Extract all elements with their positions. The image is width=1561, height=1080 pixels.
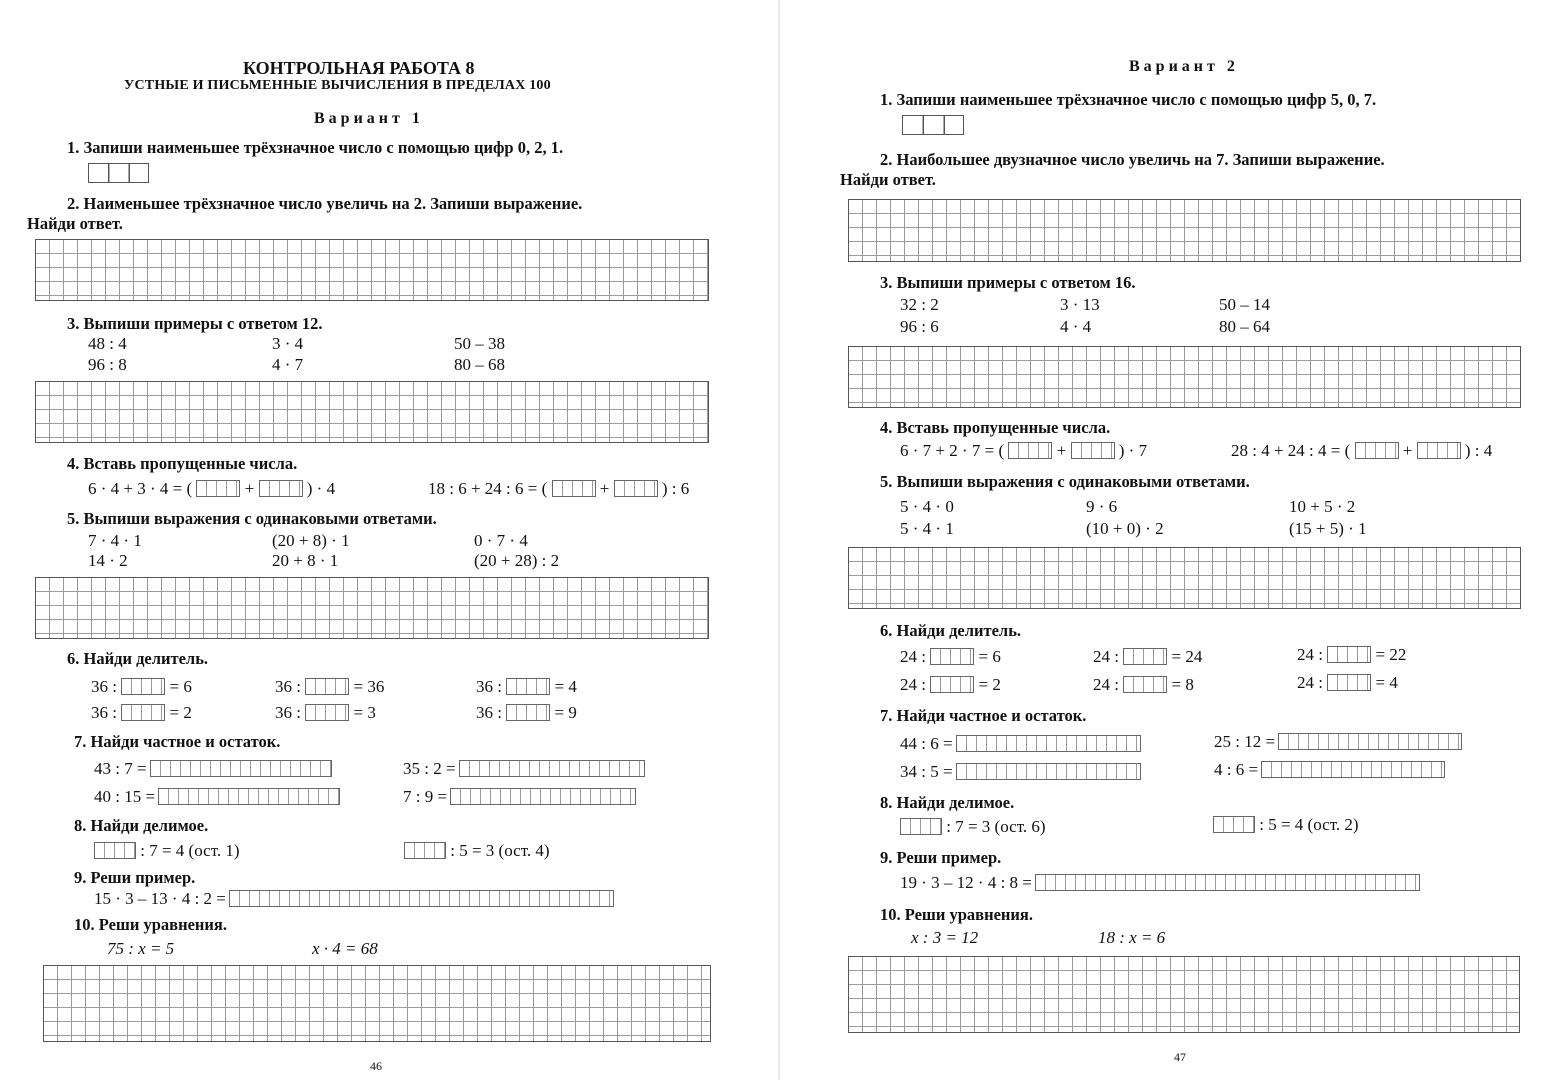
- answer-grid[interactable]: [848, 346, 1521, 408]
- blank-box[interactable]: [1213, 816, 1255, 833]
- equation-row: [900, 441, 1147, 461]
- answer-strip[interactable]: [150, 760, 332, 777]
- answer-grid[interactable]: [848, 199, 1521, 262]
- example: 4 · 4: [1060, 317, 1092, 336]
- blank-box[interactable]: [259, 480, 303, 497]
- question-2-cont: Найди ответ.: [840, 170, 936, 189]
- question-2: 2. Наименьшее трёхзначное число увеличь на 2. Запиши выражение.: [67, 194, 583, 213]
- example: 4 · 7: [272, 355, 304, 374]
- expression: 14 · 2: [88, 551, 128, 570]
- blank-box[interactable]: [930, 676, 974, 693]
- blank-box[interactable]: [506, 678, 550, 695]
- blank-box[interactable]: [1008, 442, 1052, 459]
- quotient-item: 44 : 6 =: [900, 734, 1141, 754]
- question-6: 6. Найди делитель.: [880, 621, 1022, 640]
- dividend-item: : 7 = 4 (ост. 1): [94, 841, 240, 861]
- blank-box[interactable]: [1123, 648, 1167, 665]
- blank-box[interactable]: [900, 818, 942, 835]
- quotient-item: 25 : 12 =: [1214, 732, 1462, 752]
- quotient-item: 4 : 6 =: [1214, 760, 1445, 780]
- expression: (20 + 8) · 1: [272, 531, 350, 550]
- blank-box[interactable]: [305, 704, 349, 721]
- equation-row: [1231, 441, 1492, 461]
- answer-grid[interactable]: [35, 239, 709, 301]
- plus-sign: +: [1056, 441, 1067, 460]
- blank-box[interactable]: [1123, 676, 1167, 693]
- blank-box[interactable]: [121, 678, 165, 695]
- blank-box[interactable]: [930, 648, 974, 665]
- plus-sign: +: [1402, 441, 1413, 460]
- divisor-item: 24 : = 8: [1093, 675, 1194, 694]
- equation: x : 3 = 12: [911, 928, 979, 947]
- divisor-item: 24 : = 4: [1297, 673, 1398, 692]
- expression: (15 + 5) · 1: [1289, 519, 1367, 538]
- blank-box[interactable]: [305, 678, 349, 695]
- answer-strip[interactable]: [956, 763, 1141, 780]
- answer-strip[interactable]: [450, 788, 636, 805]
- blank-box[interactable]: [1327, 646, 1371, 663]
- page-gutter: [778, 0, 780, 1080]
- blank-box[interactable]: [506, 704, 550, 721]
- example: 80 – 64: [1219, 317, 1270, 336]
- variant-heading: Вариант 1: [314, 110, 424, 127]
- equation-row: [428, 479, 689, 499]
- expression: 0 · 7 · 4: [474, 531, 528, 550]
- equation-part: 6 · 7 + 2 · 7 = (: [900, 441, 1005, 460]
- equation-part: 6 · 4 + 3 · 4 = (: [88, 479, 193, 498]
- expression: (10 + 0) · 2: [1086, 519, 1164, 538]
- dividend-item: : 5 = 3 (ост. 4): [404, 841, 550, 861]
- page-title: КОНТРОЛЬНАЯ РАБОТА 8: [243, 58, 475, 78]
- quotient-item: 35 : 2 =: [403, 759, 645, 779]
- question-1: 1. Запиши наименьшее трёхзначное число с помощью цифр 0, 2, 1.: [67, 138, 564, 157]
- blank-box[interactable]: [614, 480, 658, 497]
- expression: 20 + 8 · 1: [272, 551, 339, 570]
- question-9: 9. Реши пример.: [880, 848, 1002, 867]
- example: 32 : 2: [900, 295, 939, 314]
- question-2: 2. Наибольшее двузначное число увеличь на 7. Запиши выражение.: [880, 150, 1385, 169]
- blank-box[interactable]: [121, 704, 165, 721]
- question-4: 4. Вставь пропущенные числа.: [880, 418, 1111, 437]
- dividend-item: : 7 = 3 (ост. 6): [900, 817, 1046, 837]
- answer-digit-boxes[interactable]: [902, 115, 964, 135]
- answer-grid[interactable]: [35, 577, 709, 639]
- equation-part: ) : 4: [1464, 441, 1493, 460]
- divisor-item: 36 : = 4: [476, 677, 577, 696]
- question-10: 10. Реши уравнения.: [880, 905, 1033, 924]
- blank-box[interactable]: [404, 842, 446, 859]
- variant-heading: Вариант 2: [1129, 58, 1239, 75]
- example: 48 : 4: [88, 334, 127, 353]
- equation-part: 28 : 4 + 24 : 4 = (: [1231, 441, 1351, 460]
- example: 96 : 8: [88, 355, 127, 374]
- blank-box[interactable]: [196, 480, 240, 497]
- divisor-item: 24 : = 2: [900, 675, 1001, 694]
- divisor-item: 24 : = 24: [1093, 647, 1203, 666]
- expression: (20 + 28) : 2: [474, 551, 560, 570]
- divisor-item: 24 : = 6: [900, 647, 1001, 666]
- plus-sign: +: [244, 479, 255, 498]
- divisor-item: 36 : = 3: [275, 703, 376, 722]
- equation-part: ) · 7: [1118, 441, 1148, 460]
- expression: 5 · 4 · 1: [900, 519, 954, 538]
- question-1: 1. Запиши наименьшее трёхзначное число с помощью цифр 5, 0, 7.: [880, 90, 1377, 109]
- page-number: 47: [1174, 1050, 1186, 1064]
- example-row: 15 · 3 – 13 · 4 : 2 =: [94, 889, 614, 909]
- answer-strip[interactable]: [1035, 874, 1420, 891]
- question-4: 4. Вставь пропущенные числа.: [67, 454, 298, 473]
- blank-box[interactable]: [1417, 442, 1461, 459]
- blank-box[interactable]: [1071, 442, 1115, 459]
- divisor-item: 36 : = 9: [476, 703, 577, 722]
- answer-strip[interactable]: [956, 735, 1141, 752]
- blank-box[interactable]: [552, 480, 596, 497]
- divisor-item: 36 : = 6: [91, 677, 192, 696]
- blank-box[interactable]: [94, 842, 136, 859]
- quotient-item: 43 : 7 =: [94, 759, 332, 779]
- divisor-item: 36 : = 36: [275, 677, 385, 696]
- question-5: 5. Выпиши выражения с одинаковыми ответами.: [67, 509, 437, 528]
- plus-sign: +: [599, 479, 610, 498]
- example: 80 – 68: [454, 355, 505, 374]
- example: 96 : 6: [900, 317, 939, 336]
- question-7: 7. Найди частное и остаток.: [74, 732, 281, 751]
- question-8: 8. Найди делимое.: [74, 816, 209, 835]
- question-5: 5. Выпиши выражения с одинаковыми ответами.: [880, 472, 1250, 491]
- example: 3 · 13: [1060, 295, 1100, 314]
- question-9: 9. Реши пример.: [74, 868, 196, 887]
- page-subtitle: УСТНЫЕ И ПИСЬМЕННЫЕ ВЫЧИСЛЕНИЯ В ПРЕДЕЛАХ 100: [124, 78, 551, 93]
- answer-grid[interactable]: [43, 965, 711, 1042]
- question-6: 6. Найди делитель.: [67, 649, 209, 668]
- answer-digit-boxes[interactable]: [88, 163, 149, 183]
- equation-part: ) : 6: [661, 479, 690, 498]
- equation: 75 : x = 5: [107, 939, 175, 958]
- answer-grid[interactable]: [848, 956, 1520, 1033]
- answer-strip[interactable]: [1278, 733, 1462, 750]
- question-3: 3. Выпиши примеры с ответом 12.: [67, 314, 323, 333]
- answer-strip[interactable]: [158, 788, 340, 805]
- example: 50 – 14: [1219, 295, 1270, 314]
- divisor-item: 24 : = 22: [1297, 645, 1407, 664]
- answer-grid[interactable]: [848, 547, 1521, 609]
- example: 3 · 4: [272, 334, 304, 353]
- question-3: 3. Выпиши примеры с ответом 16.: [880, 273, 1136, 292]
- answer-strip[interactable]: [1261, 761, 1445, 778]
- expression: 5 · 4 · 0: [900, 497, 954, 516]
- page-number: 46: [370, 1059, 382, 1073]
- example: 50 – 38: [454, 334, 505, 353]
- dividend-item: : 5 = 4 (ост. 2): [1213, 815, 1359, 835]
- answer-grid[interactable]: [35, 381, 709, 443]
- question-7: 7. Найди частное и остаток.: [880, 706, 1087, 725]
- equation-part: ) · 4: [306, 479, 336, 498]
- answer-strip[interactable]: [229, 890, 614, 907]
- question-2-cont: Найди ответ.: [27, 214, 123, 233]
- question-10: 10. Реши уравнения.: [74, 915, 227, 934]
- quotient-item: 40 : 15 =: [94, 787, 340, 807]
- equation: 18 : x = 6: [1098, 928, 1166, 947]
- question-8: 8. Найди делимое.: [880, 793, 1015, 812]
- example-row: 19 · 3 – 12 · 4 : 8 =: [900, 873, 1420, 893]
- expression: 10 + 5 · 2: [1289, 497, 1356, 516]
- blank-box[interactable]: [1327, 674, 1371, 691]
- answer-strip[interactable]: [459, 760, 645, 777]
- equation: x · 4 = 68: [312, 939, 378, 958]
- expression: 7 · 4 · 1: [88, 531, 142, 550]
- equation-part: 18 : 6 + 24 : 6 = (: [428, 479, 548, 498]
- quotient-item: 7 : 9 =: [403, 787, 636, 807]
- expression: 9 · 6: [1086, 497, 1118, 516]
- blank-box[interactable]: [1355, 442, 1399, 459]
- divisor-item: 36 : = 2: [91, 703, 192, 722]
- quotient-item: 34 : 5 =: [900, 762, 1141, 782]
- equation-row: [88, 479, 335, 499]
